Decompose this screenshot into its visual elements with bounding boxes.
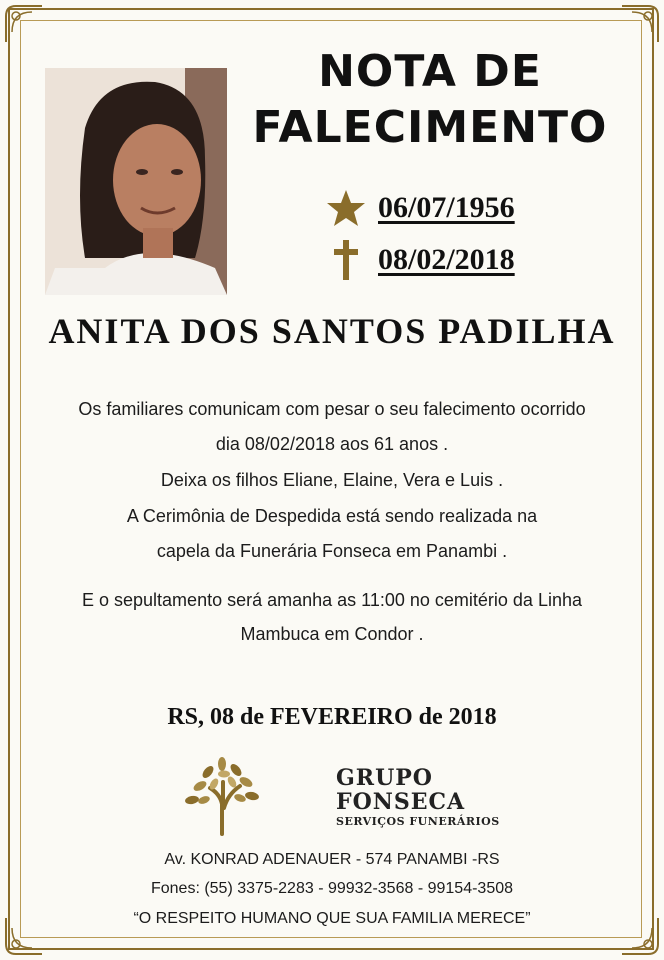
deceased-photo bbox=[45, 68, 227, 295]
message-line: capela da Funerária Fonseca em Panambi . bbox=[156, 541, 508, 561]
message-line: E o sepultamento será amanha as 11:00 no cemitério da Linha bbox=[82, 590, 582, 610]
title-line-2: FALECIMENTO bbox=[252, 102, 608, 153]
portrait-illustration bbox=[45, 68, 227, 295]
tree-icon bbox=[180, 748, 268, 836]
company-phones: Fones: (55) 3375-2283 - 99932-3568 - 99154-3508 bbox=[150, 880, 514, 897]
company-tagline: SERVIÇOS FUNERÁRIOS bbox=[336, 815, 500, 828]
company-name-line-1: GRUPO bbox=[336, 765, 433, 791]
death-date-row bbox=[322, 238, 515, 282]
birth-date: 06/07/1956 bbox=[378, 191, 515, 224]
title-line-1: NOTA DE bbox=[318, 46, 542, 97]
message-line: Mambuca em Condor . bbox=[240, 624, 424, 644]
place-and-date: RS, 08 de FEVEREIRO de 2018 bbox=[167, 704, 497, 730]
cross-icon bbox=[322, 238, 370, 282]
death-date: 08/02/2018 bbox=[378, 243, 515, 276]
corner-ornament-icon bbox=[618, 2, 662, 46]
company-name-line-2: FONSECA bbox=[336, 789, 466, 815]
corner-ornament-icon bbox=[2, 2, 46, 46]
birth-date-row bbox=[322, 186, 515, 230]
star-icon bbox=[322, 188, 370, 228]
message-line: A Cerimônia de Despedida está sendo realizada na bbox=[126, 506, 538, 526]
deceased-name: ANITA DOS SANTOS PADILHA bbox=[48, 311, 616, 351]
message-line: Os familiares comunicam com pesar o seu falecimento ocorrido bbox=[78, 399, 586, 419]
message-line: Deixa os filhos Eliane, Elaine, Vera e Luis . bbox=[160, 470, 504, 490]
company-motto: “O RESPEITO HUMANO QUE SUA FAMILIA MERECE” bbox=[133, 910, 531, 927]
message-line: dia 08/02/2018 aos 61 anos . bbox=[215, 434, 449, 454]
company-address: Av. KONRAD ADENAUER - 574 PANAMBI -RS bbox=[164, 851, 500, 868]
